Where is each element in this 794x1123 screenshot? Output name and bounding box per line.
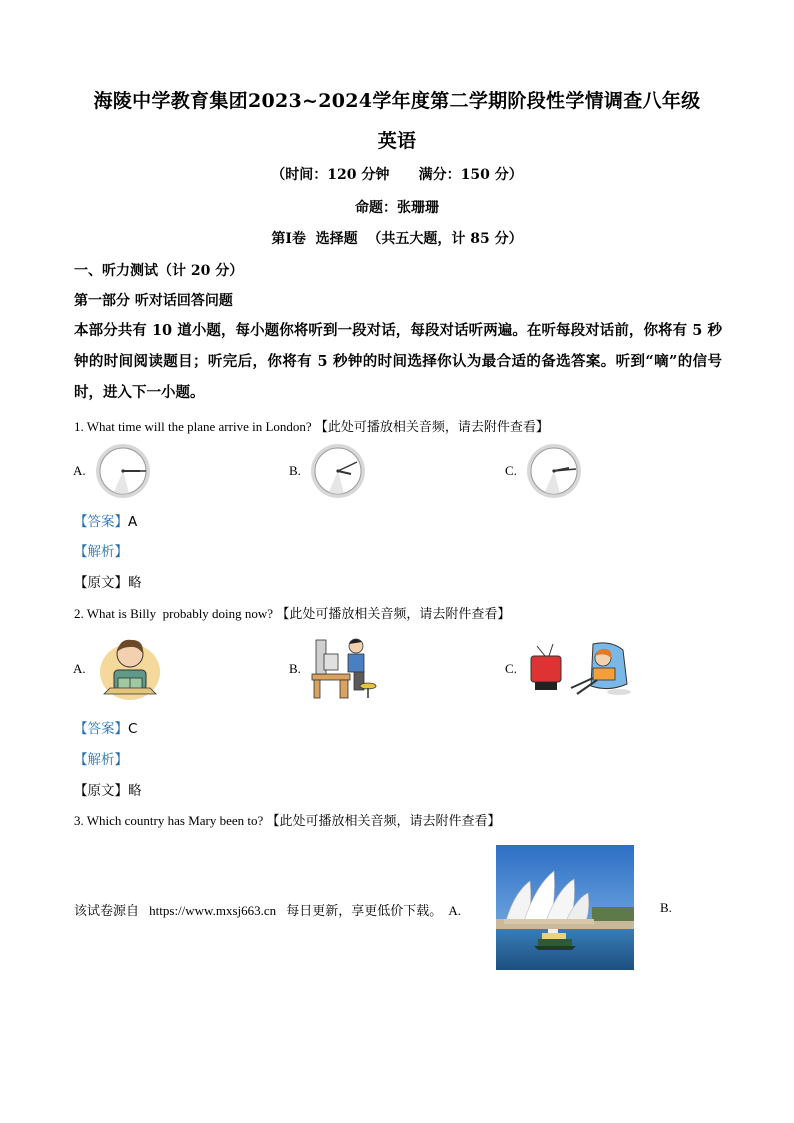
source-footer xyxy=(74,900,467,919)
q1-original-value: 略 xyxy=(128,575,142,591)
q2-option-a-label[interactable]: A. xyxy=(73,661,86,676)
q2-answer-label: 【答案】 xyxy=(74,721,128,737)
q1-option-c-label[interactable]: C. xyxy=(505,463,517,478)
question-2-audio-note[interactable]: 【此处可播放相关音频，请去附件查看】 xyxy=(276,607,511,622)
q1-option-a-label[interactable]: A. xyxy=(73,463,86,478)
clock-a-icon[interactable] xyxy=(94,442,152,500)
q1-answer xyxy=(74,510,137,530)
question-3-text: 3. Which country has Mary been to? xyxy=(74,813,264,828)
question-1-audio-note[interactable]: 【此处可播放相关音频，请去附件查看】 xyxy=(314,420,549,435)
q2-original-label: 【原文】 xyxy=(74,783,128,799)
exam-title-line2: 英语 xyxy=(377,130,417,152)
part-subheading: 第一部分 听对话回答问题 xyxy=(74,293,233,309)
q1-analysis xyxy=(74,540,128,560)
part-heading: 一、听力测试（计 20 分） xyxy=(74,263,244,279)
source-prefix: 该试卷源自 xyxy=(74,904,140,919)
question-1 xyxy=(74,416,549,435)
q2-option-b-label[interactable]: B. xyxy=(289,661,301,676)
q1-answer-label: 【答案】 xyxy=(74,514,128,530)
time-info: （时间：120 分钟 满分：150 分） xyxy=(271,167,523,183)
q2-option-c-label[interactable]: C. xyxy=(505,661,517,676)
section-title: 第Ⅰ卷 选择题 （共五大题，计 85 分） xyxy=(271,231,523,247)
q2-analysis-label: 【解析】 xyxy=(74,752,128,768)
source-suffix: 每日更新，享更低价下载。 xyxy=(286,904,443,919)
q2-original xyxy=(74,779,142,799)
source-url-link[interactable]: https://www.mxsj663.cn xyxy=(149,903,277,918)
q1-original-label: 【原文】 xyxy=(74,575,128,591)
exam-title-line1: 海陵中学教育集团2023~2024学年度第二学期阶段性学情调查八年级 xyxy=(93,90,701,112)
q2-answer-value: C xyxy=(128,721,138,737)
question-1-text: 1. What time will the plane arrive in London? xyxy=(74,419,312,434)
clock-b-icon[interactable] xyxy=(309,442,367,500)
boy-watching-tv-icon[interactable] xyxy=(527,636,633,698)
sydney-opera-house-image[interactable] xyxy=(496,845,634,970)
boy-computer-icon[interactable] xyxy=(310,634,380,700)
q1-analysis-label: 【解析】 xyxy=(74,544,128,560)
q2-original-value: 略 xyxy=(128,783,142,799)
q3-option-b-label[interactable]: B. xyxy=(660,900,672,915)
q3-option-a-label[interactable]: A. xyxy=(448,903,461,918)
q1-option-b-label[interactable]: B. xyxy=(289,463,301,478)
q2-analysis xyxy=(74,748,128,768)
clock-c-icon[interactable] xyxy=(525,442,583,500)
boy-reading-icon[interactable] xyxy=(98,632,162,702)
q1-answer-value: A xyxy=(128,514,138,530)
q2-answer xyxy=(74,717,137,737)
instructions: 本部分共有 10 道小题，每小题你将听到一段对话，每段对话听两遍。在听每段对话前，你将有 5 秒钟的时间阅读题目；听完后，你将有 5 秒钟的时间选择你认为最合适的备选答案。听到“嘀”的信号时，进入下一小题。 xyxy=(74,322,722,401)
q1-original xyxy=(74,571,142,591)
question-3-audio-note[interactable]: 【此处可播放相关音频，请去附件查看】 xyxy=(266,814,501,829)
author-line: 命题：张珊珊 xyxy=(355,200,439,216)
question-2-text: 2. What is Billy probably doing now? xyxy=(74,606,274,621)
question-3 xyxy=(74,810,501,829)
question-2 xyxy=(74,603,510,622)
